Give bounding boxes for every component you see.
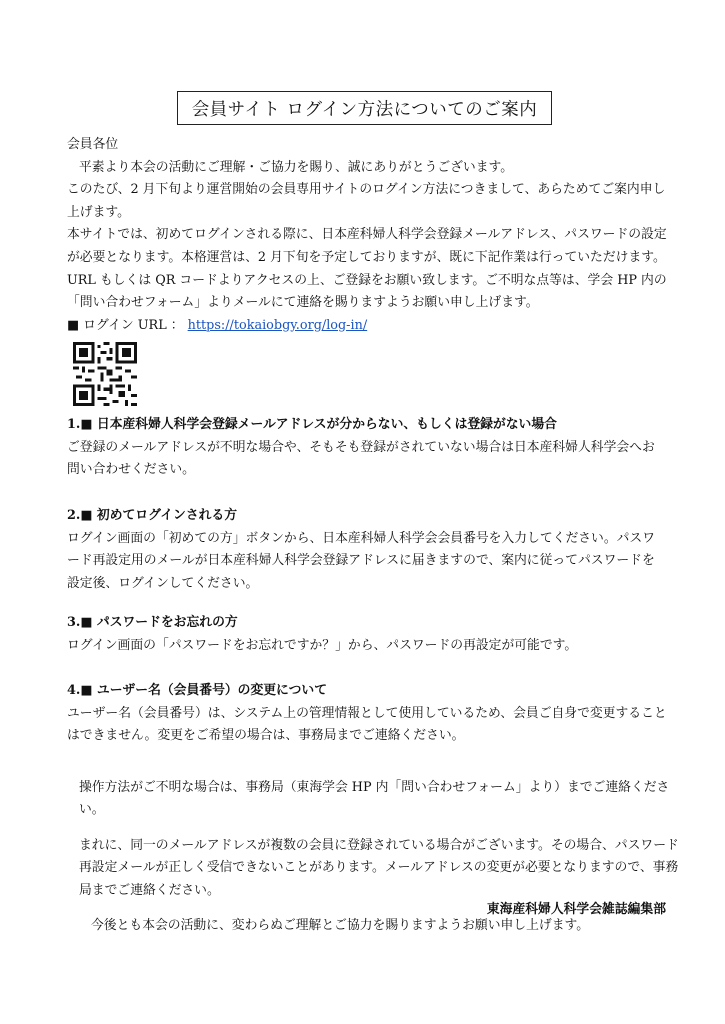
salutation: 会員各位: [67, 137, 119, 152]
login-url-line: [67, 315, 667, 338]
intro-paragraph-3: 本サイトでは、初めてログインされる際に、日本産科婦人科学会登録メールアドレス、パスワードの設定が必要となります。本格運営は、2 月下旬を予定しておりますが、既に下記作業は行っていただけます。URL もしくは QR コードよりアクセスの上、ご登録をお願い致します。ご不明な点等は、学会 HP 内の「問い合わせフォーム」よりメールにて連絡を賜りますようお願い申し上げます。: [67, 227, 667, 311]
closing-paragraph-2: まれに、同一のメールアドレスが複数の会員に登録されている場合がございます。その場合、パスワード再設定メールが正しく受信できないことがあります。メールアドレスの変更が必要となりますので、事務局までご連絡ください。: [79, 837, 679, 898]
section-2-body: ログイン画面の「初めての方」ボタンから、日本産科婦人科学会会員番号を入力してください。パスワード再設定用のメールが日本産科婦人科学会登録アドレスに届きますので、案内に従ってパスワードを設定後、ログインしてください。: [67, 530, 656, 591]
section-3: [67, 612, 667, 657]
signature: 東海産科婦人科学会雑誌編集部: [486, 902, 666, 917]
document-title: 会員サイト ログイン方法についてのご案内: [177, 91, 552, 125]
qr-code-icon[interactable]: [73, 342, 137, 406]
section-3-title: 3.■ パスワードをお忘れの方: [67, 615, 238, 630]
section-1: [67, 414, 667, 482]
closing-paragraph-1: 操作方法がご不明な場合は、事務局（東海学会 HP 内「問い合わせフォーム」より）までご連絡ください。: [79, 779, 670, 818]
section-4: [67, 680, 667, 748]
login-url-link[interactable]: https://tokaiobgy.org/log-in/: [187, 317, 368, 333]
section-4-title: 4.■ ユーザー名（会員番号）の変更について: [67, 683, 327, 698]
closing-block: [79, 764, 679, 951]
intro-paragraph-2: このたび、2 月下旬より運営開始の会員専用サイトのログイン方法につきまして、あらためてご案内申し上げます。: [67, 182, 666, 220]
intro-paragraph-1: 平素より本会の活動にご理解・ご協力を賜り、誠にありがとうございます。: [79, 159, 514, 175]
intro-block: [67, 134, 667, 337]
section-1-title: 1.■ 日本産科婦人科学会登録メールアドレスが分からない、もしくは登録がない場合: [67, 417, 557, 432]
login-url-label: ■ ログイン URL ：: [67, 317, 184, 333]
section-3-body: ログイン画面の「パスワードをお忘れですか？」から、パスワードの再設定が可能です。: [67, 637, 578, 653]
section-2: [67, 505, 667, 595]
closing-paragraph-3: 今後とも本会の活動に、変わらぬご理解とご協力を賜りますようお願い申し上げます。: [91, 918, 590, 934]
section-1-body: ご登録のメールアドレスが不明な場合や、そもそも登録がされていない場合は日本産科婦人科学会へお問い合わせください。: [67, 439, 655, 478]
section-4-body: ユーザー名（会員番号）は、システム上の管理情報として使用しているため、会員ご自身で変更することはできません。変更をご希望の場合は、事務局までご連絡ください。: [67, 705, 667, 744]
section-2-title: 2.■ 初めてログインされる方: [67, 508, 238, 523]
